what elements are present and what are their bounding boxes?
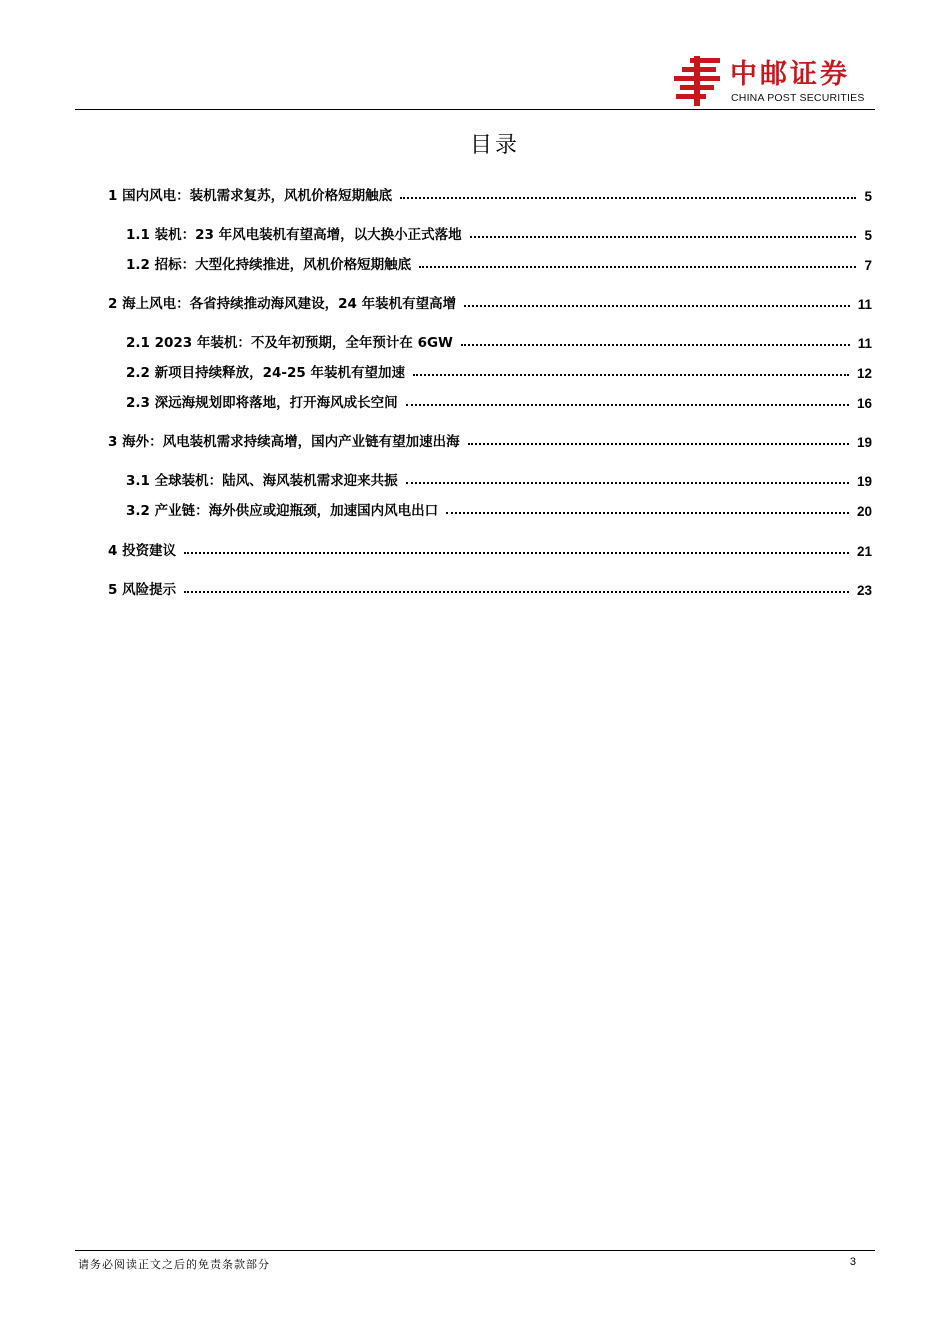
- toc-entry-text: 1.1 装机：23 年风电装机有望高增，以大换小正式落地: [126, 227, 462, 243]
- toc-leader-dots: [413, 374, 849, 376]
- toc-leader-dots: [184, 552, 849, 554]
- toc-entry-1-2[interactable]: [126, 251, 872, 273]
- toc-entry-text: 3 海外：风电装机需求持续高增，国内产业链有望加速出海: [108, 434, 460, 450]
- toc-entry-page: 11: [857, 336, 872, 351]
- toc-leader-dots: [461, 344, 850, 346]
- toc-entry-page: 20: [856, 504, 872, 519]
- toc-entry-3[interactable]: [108, 428, 872, 450]
- toc-entry-text: 2 海上风电：各省持续推动海风建设，24 年装机有望高增: [108, 296, 457, 312]
- disclaimer-note: 请务必阅读正文之后的免责条款部分: [78, 1258, 270, 1271]
- toc-entry-page: 7: [864, 258, 872, 273]
- toc-entry-2-2[interactable]: [126, 359, 872, 381]
- toc-leader-dots: [406, 482, 849, 484]
- company-logo: [672, 56, 877, 108]
- toc-entry-page: 21: [856, 544, 872, 559]
- toc-entry-page: 19: [856, 435, 872, 450]
- toc-entry-page: 5: [864, 189, 872, 204]
- toc-entry-2[interactable]: [108, 290, 872, 312]
- toc-entry-page: 19: [856, 474, 872, 489]
- toc-leader-dots: [419, 266, 856, 268]
- toc-entry-text: 2.1 2023 年装机：不及年初预期，全年预计在 6GW: [126, 335, 453, 351]
- toc-entry-1-1[interactable]: [126, 221, 872, 243]
- toc-leader-dots: [464, 305, 850, 307]
- toc-entry-page: 11: [857, 297, 872, 312]
- toc-entry-3-2[interactable]: [126, 497, 872, 519]
- toc-leader-dots: [406, 404, 849, 406]
- toc-entry-page: 12: [856, 366, 872, 381]
- header-divider: [75, 109, 875, 110]
- footer-divider: [75, 1250, 875, 1251]
- toc-entry-page: 5: [864, 228, 872, 243]
- toc-leader-dots: [468, 443, 849, 445]
- toc-entry-text: 4 投资建议: [108, 543, 177, 559]
- toc-entry-text: 1.2 招标：大型化持续推进，风机价格短期触底: [126, 257, 412, 273]
- toc-leader-dots: [400, 197, 856, 199]
- logo-chinese-name: 中邮证券: [730, 59, 850, 90]
- toc-entry-page: 16: [856, 396, 872, 411]
- toc-entry-2-3[interactable]: [126, 389, 872, 411]
- toc-entry-3-1[interactable]: [126, 467, 872, 489]
- toc-entry-text: 5 风险提示: [108, 582, 177, 598]
- page-number: 3: [849, 1256, 856, 1268]
- toc-entry-text: 3.1 全球装机：陆风、海风装机需求迎来共振: [126, 473, 398, 489]
- toc-entry-text: 2.3 深远海规划即将落地，打开海风成长空间: [126, 395, 398, 411]
- toc-entry-text: 3.2 产业链：海外供应或迎瓶颈，加速国内风电出口: [126, 503, 439, 519]
- toc-entry-2-1[interactable]: [126, 329, 872, 351]
- toc-entry-page: 23: [856, 583, 872, 598]
- toc-leader-dots: [470, 236, 857, 238]
- china-post-logo-icon: [672, 56, 724, 106]
- toc-entry-5[interactable]: [108, 576, 872, 598]
- toc-leader-dots: [446, 512, 849, 514]
- logo-english-name: CHINA POST SECURITIES: [731, 92, 865, 104]
- toc-entry-text: 1 国内风电：装机需求复苏，风机价格短期触底: [108, 188, 393, 204]
- toc-title: 目录: [469, 133, 520, 158]
- toc-leader-dots: [184, 591, 849, 593]
- toc-entry-4[interactable]: [108, 537, 872, 559]
- toc-entry-text: 2.2 新项目持续释放，24-25 年装机有望加速: [126, 365, 405, 381]
- toc-entry-1[interactable]: [108, 182, 872, 204]
